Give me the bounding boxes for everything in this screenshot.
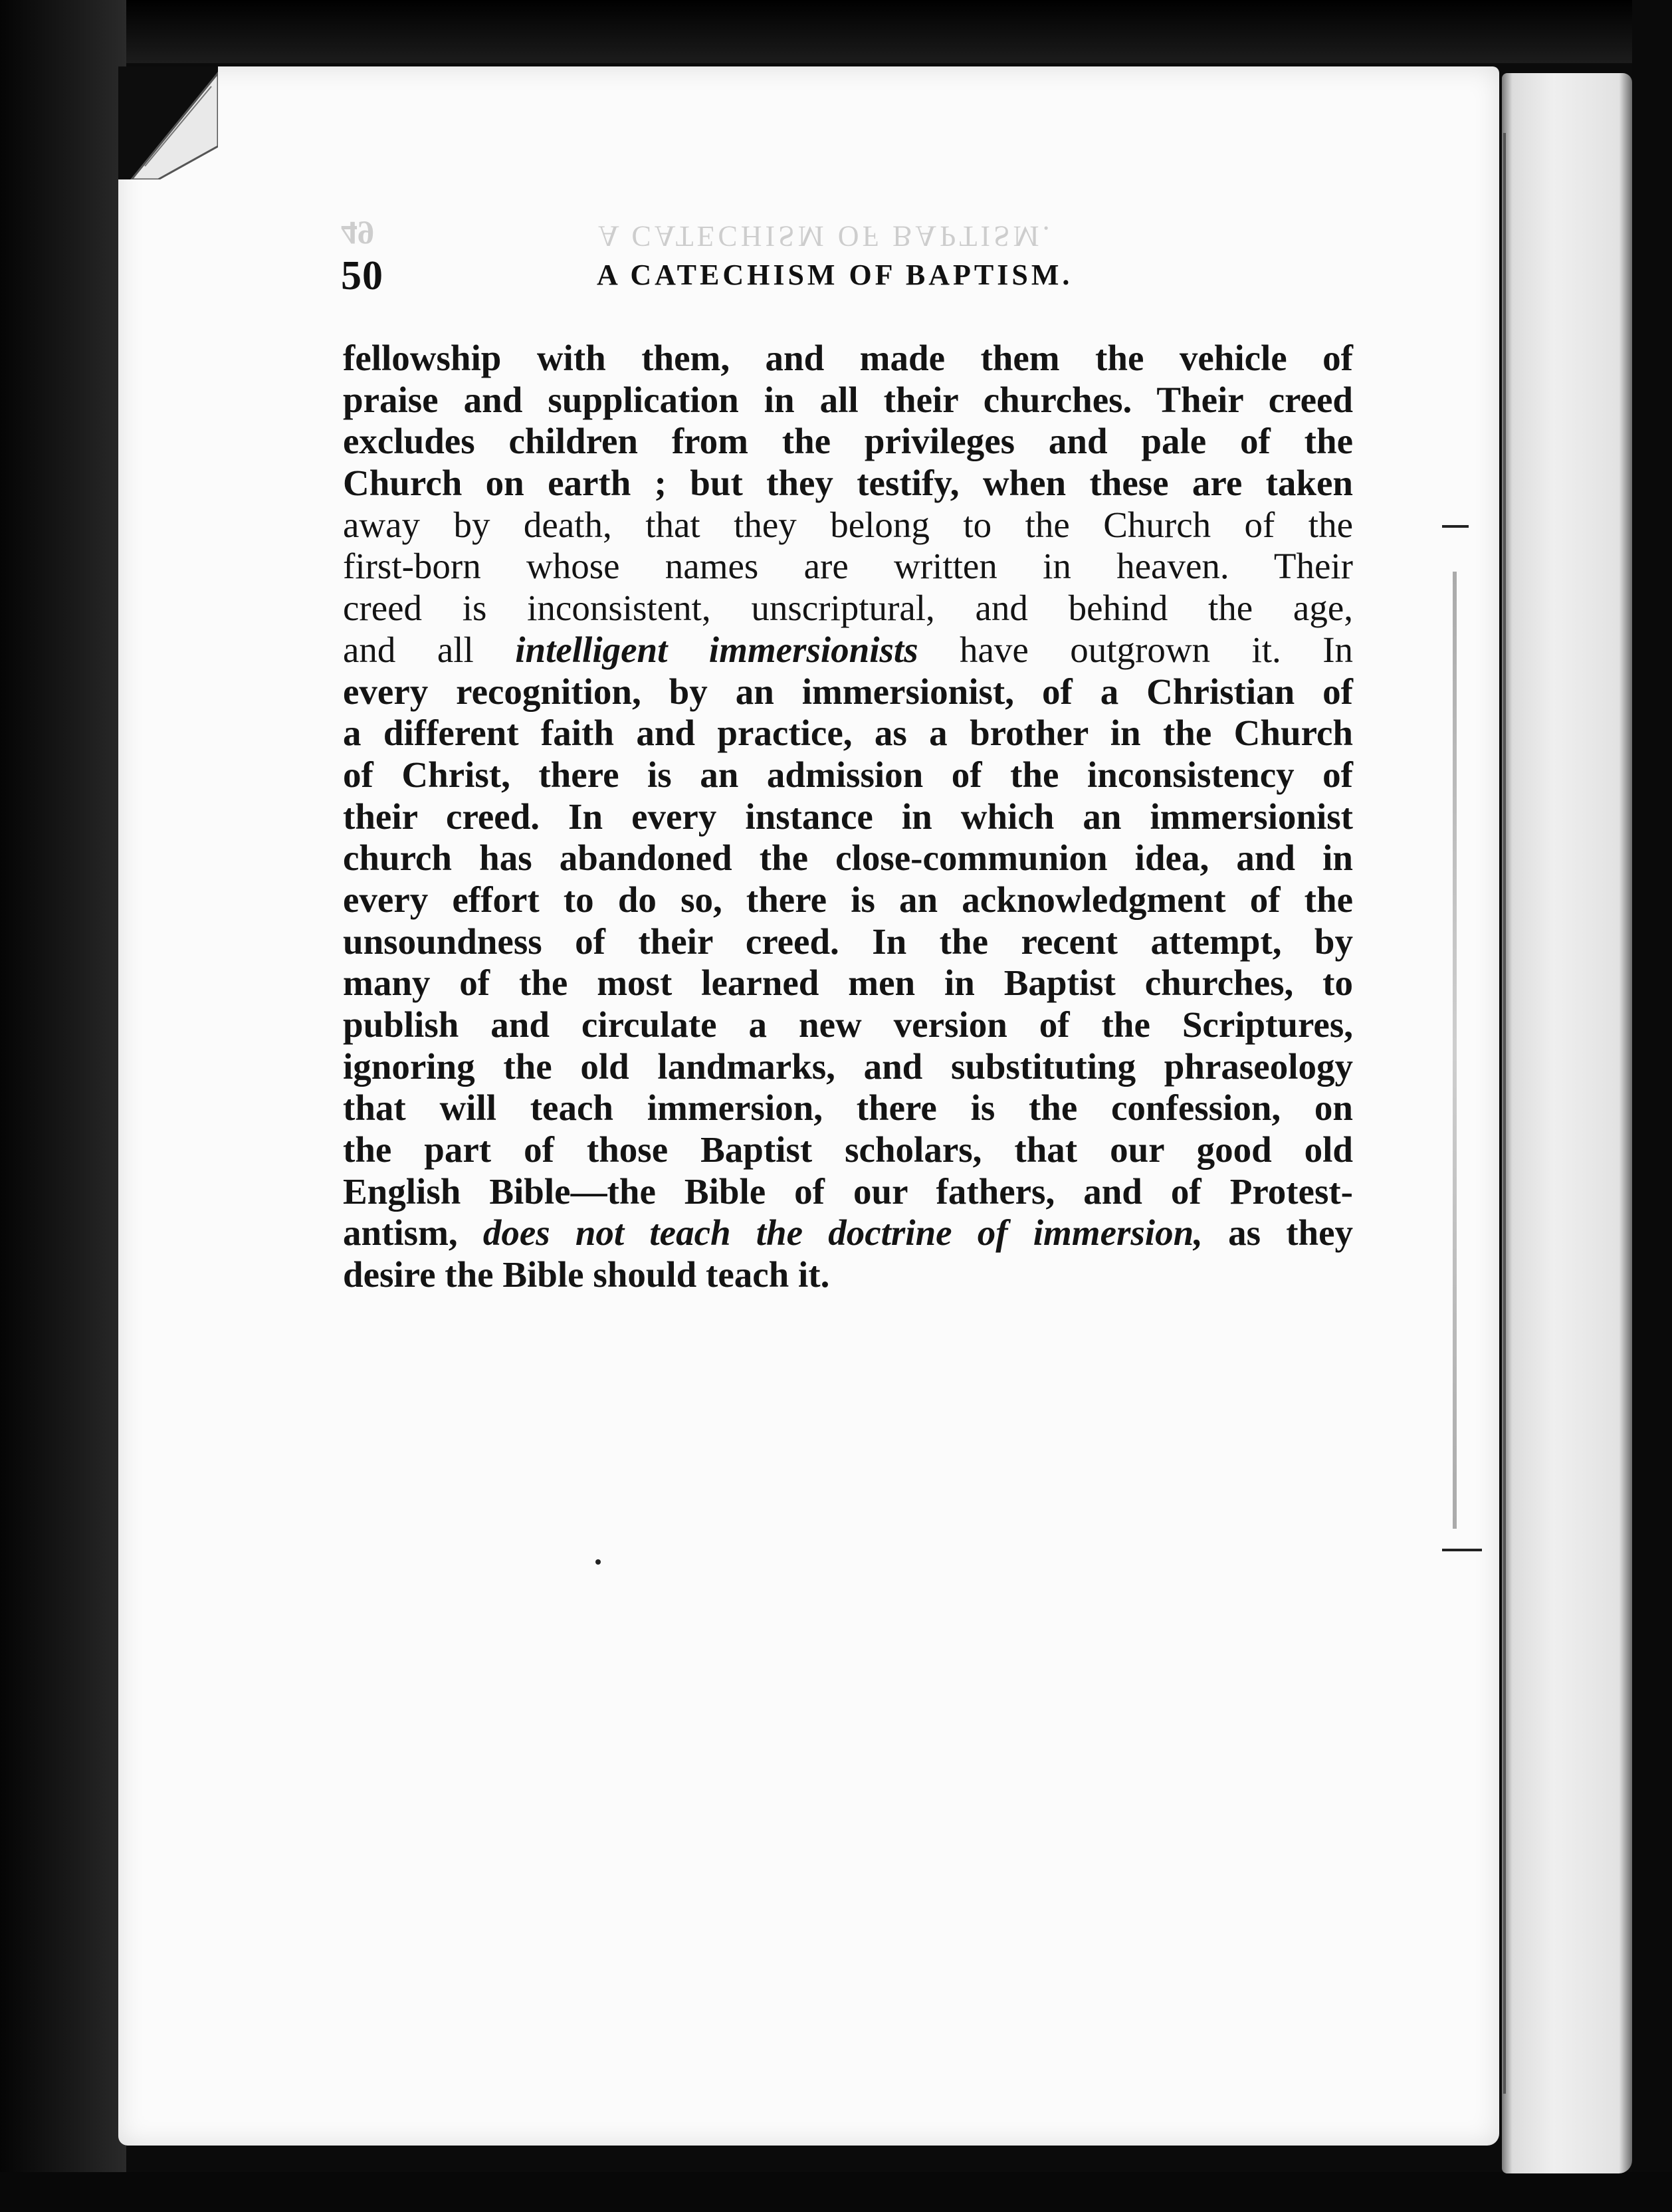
text-run: excludes children from the privileges and pale of the xyxy=(343,421,1353,462)
text-line xyxy=(343,463,1353,504)
text-run: their creed. In every instance in which an immersionist xyxy=(343,796,1353,837)
text-run: church has abandoned the close-communion idea, and in xyxy=(343,837,1353,879)
text-line xyxy=(343,837,1353,879)
ink-speck xyxy=(595,1559,601,1565)
text-run: ignoring the old landmarks, and substituting phraseology xyxy=(343,1046,1353,1087)
text-line xyxy=(343,1004,1353,1046)
text-line xyxy=(343,380,1353,421)
text-run: away by death, that they belong to the Church of the xyxy=(343,504,1353,545)
text-line xyxy=(343,754,1353,796)
facing-page-edge xyxy=(1502,73,1632,2173)
bleed-through-running-head: A CATECHISM OF BAPTISM. xyxy=(598,220,1053,253)
text-line xyxy=(343,1129,1353,1171)
text-line xyxy=(343,921,1353,963)
text-run: antism, xyxy=(343,1212,483,1254)
text-line xyxy=(343,546,1353,588)
page-number: 50 xyxy=(341,253,383,298)
text-line xyxy=(343,338,1353,380)
text-run: praise and supplication in all their churches. Their creed xyxy=(343,379,1353,420)
italic-phrase: intelligent immersionists xyxy=(515,629,918,670)
text-run: that will teach immersion, there is the confession, on xyxy=(343,1087,1353,1129)
text-run: every effort to do so, there is an acknowledgment of the xyxy=(343,879,1353,920)
text-line xyxy=(343,588,1353,629)
running-head: A CATECHISM OF BAPTISM. xyxy=(597,259,1073,291)
text-run: the part of those Baptist scholars, that our good old xyxy=(343,1129,1353,1170)
text-run: English Bible—the Bible of our fathers, and of Protest- xyxy=(343,1170,1353,1212)
text-run: as they xyxy=(1202,1212,1354,1254)
text-line xyxy=(343,713,1353,754)
binding-mark xyxy=(1442,525,1469,528)
text-run: first-born whose names are written in heaven. Their xyxy=(343,546,1353,587)
text-line xyxy=(343,1087,1353,1129)
text-run: a different faith and practice, as a brother in the Church xyxy=(343,713,1353,754)
text-line xyxy=(343,629,1353,671)
binding-thread xyxy=(1453,572,1457,1529)
text-line xyxy=(343,879,1353,921)
text-line xyxy=(343,504,1353,546)
text-run: have outgrown it. In xyxy=(918,629,1354,670)
text-line xyxy=(343,1046,1353,1088)
binding-mark xyxy=(1442,1549,1482,1551)
folded-corner xyxy=(118,66,218,179)
text-run: many of the most learned men in Baptist churches, to xyxy=(343,962,1353,1004)
text-line xyxy=(343,671,1353,713)
text-run: publish and circulate a new version of the Scriptures, xyxy=(343,1004,1353,1045)
text-line xyxy=(343,1171,1353,1213)
text-line xyxy=(343,962,1353,1004)
scan-background-top xyxy=(0,0,1672,63)
text-run: Church on earth ; but they testify, when these are taken xyxy=(343,463,1353,504)
text-line xyxy=(343,1212,1353,1254)
scan-background-left xyxy=(0,0,126,2212)
text-line xyxy=(343,421,1353,463)
text-run: every recognition, by an immersionist, of a Christian of xyxy=(343,671,1353,712)
text-line xyxy=(343,1254,1353,1296)
text-run: and all xyxy=(343,629,516,670)
body-paragraph xyxy=(343,338,1353,1296)
scan-background-right xyxy=(1632,0,1672,2212)
text-run: desire the Bible should teach it. xyxy=(343,1254,830,1295)
text-run: creed is inconsistent, unscriptural, and behind the age, xyxy=(343,588,1353,629)
scan-background-bottom xyxy=(0,2172,1672,2212)
text-run: fellowship with them, and made them the vehicle of xyxy=(343,338,1353,378)
text-run: unsoundness of their creed. In the recent attempt, by xyxy=(343,921,1353,962)
gutter-line xyxy=(1503,133,1506,2094)
italic-phrase: does not teach the doctrine of immersion, xyxy=(482,1212,1203,1254)
text-line xyxy=(343,796,1353,838)
text-run: of Christ, there is an admission of the inconsistency of xyxy=(343,754,1353,795)
bleed-through-folio: 49 xyxy=(341,215,374,252)
